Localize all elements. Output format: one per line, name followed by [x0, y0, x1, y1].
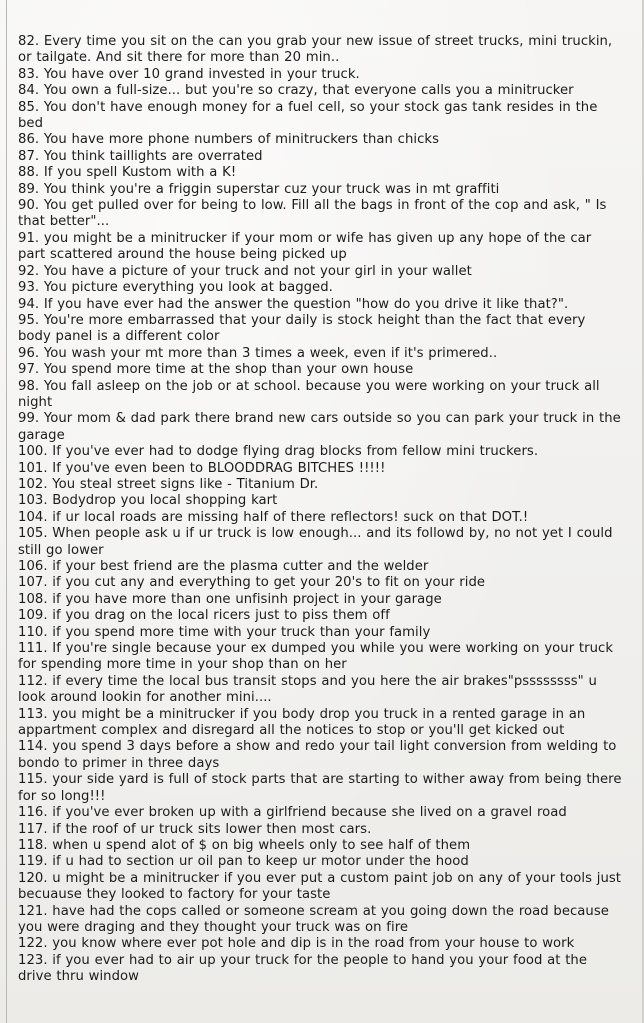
- list-item-121: 121. have had the cops called or someone scream at you going down the road because you were draging and they thought your truck was on fire: [18, 903, 609, 935]
- list-item-117: 117. if the roof of ur truck sits lower then most cars.: [18, 821, 372, 837]
- list-item-106: 106. if your best friend are the plasma cutter and the welder: [18, 559, 429, 574]
- list-item-118: 118. when u spend alot of $ on big wheels only to see half of them: [18, 837, 471, 853]
- list-item-107: 107. if you cut any and everything to get your 20's to fit on your ride: [18, 575, 486, 591]
- list-item-91: 91. you might be a minitrucker if your mom or wife has given up any hope of the car part scattered around the house being picked up: [18, 230, 592, 263]
- list-item-103: 103. Bodydrop you local shopping kart: [18, 493, 278, 509]
- list-item-119: 119. if u had to section ur oil pan to keep ur motor under the hood: [18, 854, 469, 870]
- list-item-99: 99. Your mom & dad park there brand new cars outside so you can park your truck in the garage: [18, 411, 621, 443]
- list-item-100: 100. If you've ever had to dodge flying drag blocks from fellow mini truckers.: [18, 444, 539, 460]
- list-item-105: 105. When people ask u if ur truck is low enough... and its followd by, no not yet I could still go lower: [18, 526, 613, 558]
- list-item-115: 115. your side yard is full of stock parts that are starting to wither away from being there for so long!!!: [18, 772, 622, 804]
- list-item-87: 87. You think taillights are overrated: [18, 148, 263, 164]
- list-item-116: 116. if you've ever broken up with a girlfriend because she lived on a gravel road: [18, 805, 567, 821]
- list-item-104: 104. if ur local roads are missing half of there reflectors! suck on that DOT.!: [18, 509, 529, 525]
- list-item-122: 122. you know where ever pot hole and dip is in the road from your house to work: [18, 936, 575, 952]
- list-item-113: 113. you might be a minitrucker if you body drop you truck in a rented garage in an appartment complex and disregard all the notices to stop or you'll get kicked out: [18, 706, 586, 739]
- list-item-86: 86. You have more phone numbers of minitruckers than chicks: [18, 132, 440, 148]
- list-item-114: 114. you spend 3 days before a show and redo your tail light conversion from welding to bondo to primer in three days: [18, 739, 617, 771]
- numbered-list: [18, 34, 622, 986]
- list-item-92: 92. You have a picture of your truck and not your girl in your wallet: [18, 263, 472, 279]
- list-item-94: 94. If you have ever had the answer the question "how do you drive it like that?".: [18, 296, 569, 312]
- list-item-123: 123. if you ever had to air up your truck for the people to hand you your food at the drive thru window: [18, 952, 587, 985]
- list-item-93: 93. You picture everything you look at bagged.: [18, 280, 333, 296]
- list-item-84: 84. You own a full-size... but you're so crazy, that everyone calls you a minitrucker: [18, 83, 574, 99]
- list-item-88: 88. If you spell Kustom with a K!: [18, 165, 237, 181]
- list-item-98: 98. You fall asleep on the job or at school. because you were working on your truck all night: [18, 378, 600, 410]
- list-item-85: 85. You don't have enough money for a fuel cell, so your stock gas tank resides in the bed: [18, 99, 598, 132]
- list-item-97: 97. You spend more time at the shop than your own house: [18, 362, 414, 378]
- list-item-96: 96. You wash your mt more than 3 times a week, even if it's primered..: [18, 345, 498, 361]
- list-item-110: 110. if you spend more time with your truck than your family: [18, 624, 431, 640]
- list-item-109: 109. if you drag on the local ricers just to piss them off: [18, 608, 390, 624]
- left-margin-rule: [6, 0, 7, 1023]
- list-item-102: 102. You steal street signs like - Titanium Dr.: [18, 476, 319, 492]
- list-item-89: 89. You think you're a friggin superstar cuz your truck was in mt graffiti: [18, 181, 500, 197]
- list-item-95: 95. You're more embarrassed that your daily is stock height than the fact that every body panel is a different color: [18, 312, 586, 345]
- list-item-90: 90. You get pulled over for being to low. Fill all the bags in front of the cop and ask, " Is that better"...: [18, 198, 607, 230]
- list-item-120: 120. u might be a minitrucker if you ever put a custom paint job on any of your tools just becuause they looked to factory for your taste: [18, 870, 621, 903]
- list-item-83: 83. You have over 10 grand invested in your truck.: [18, 66, 360, 82]
- list-item-101: 101. If you've even been to BLOODDRAG BITCHES !!!!!: [18, 460, 386, 476]
- list-item-82: 82. Every time you sit on the can you grab your new issue of street trucks, mini truckin, or tailgate. And sit there for more than 20 min..: [18, 34, 613, 66]
- list-item-108: 108. if you have more than one unfisinh project in your garage: [18, 591, 442, 607]
- list-item-112: 112. if every time the local bus transit stops and you here the air brakes"pssssssss" u look around lookin for another mini....: [18, 673, 597, 706]
- list-item-111: 111. If you're single because your ex dumped you while you were working on your truck for spending more time in your shop than on her: [18, 641, 614, 673]
